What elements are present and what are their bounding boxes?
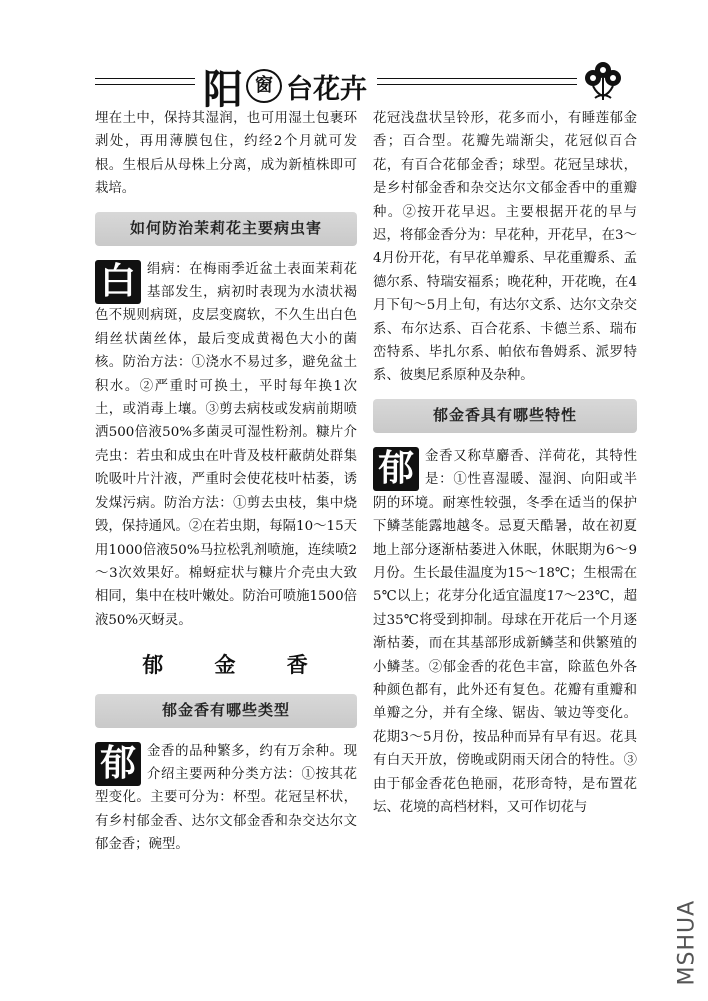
section-banner-tulip-types: 郁金香有哪些类型 — [95, 694, 357, 728]
dropcap: 郁 — [373, 447, 419, 491]
dropcap: 白 — [95, 260, 141, 304]
header-rule-right-lower — [377, 84, 577, 85]
header-title — [203, 58, 367, 114]
section-banner-jasmine-pests: 如何防治茉莉花主要病虫害 — [95, 212, 357, 246]
article-body: 金香又称草麝香、洋荷花，其特性是：①性喜湿暖、湿润、向阳或半阴的环境。耐寒性较强，冬季在适当的保护下鳞茎能露地越冬。忌夏天酷暑，故在初夏地上部分逐渐枯萎进入休眠，休眠期为6～9月份。生长最佳温度为15～18℃；生根需在5℃以上；花芽分化适宜温度17～23℃，超过35℃将受到抑制。母球在开花后一个月逐渐枯萎，而在其基部形成新鳞茎和供繁殖的小鳞茎。②郁金香的花色丰富，除蓝色外各种颜色都有，此外还有复色。花瓣有重瓣和单瓣之分，并有全缘、锯齿、皱边等变化。花期3～5月份，按品种而异有早有迟。花具有白天开放，傍晚或阴雨天闭合的特性。③由于郁金香花色艳丽，花形奇特，是布置花坛、花境的高档材料，又可作切花与 — [373, 448, 637, 815]
header-rule-left-lower — [95, 84, 195, 85]
intro-paragraph: 埋在土中，保持其湿润，也可用湿土包裹环剥处，再用薄膜包住，约经2个月就可发根。生根后从母株上分离，成为新植株即可栽培。 — [95, 111, 357, 197]
section-banner-tulip-traits: 郁金香具有哪些特性 — [373, 399, 637, 433]
header-title-window-char: 窗 — [246, 69, 282, 103]
watermark-text: MSHUA — [674, 899, 700, 986]
header-rule-right — [377, 78, 577, 79]
article-body: 金香的品种繁多，约有万余种。现介绍主要两种分类方法：①按其花型变化。主要可分为：杯型。花冠呈杯状，有乡村郁金香、达尔文郁金香和杂交达尔文郁金香；碗型。 — [95, 743, 357, 853]
header-title-main: 阳 — [203, 66, 242, 113]
article-tulip-types — [95, 740, 357, 857]
right-column — [373, 107, 637, 819]
watermark — [672, 898, 700, 988]
header-rule-left — [95, 78, 195, 79]
page-header — [95, 58, 655, 114]
three-flower-ornament-icon — [581, 60, 625, 104]
section-title-tulip: 郁 金 香 — [142, 653, 330, 678]
article-jasmine-pests — [95, 258, 357, 633]
header-title-rest: 台花卉 — [286, 73, 367, 105]
left-column — [95, 107, 357, 857]
dropcap: 郁 — [95, 742, 141, 786]
article-body: 绢病：在梅雨季近盆土表面茉莉花基部发生，病初时表现为水渍状褐色不规则病斑，皮层变腐软，不久生出白色绢丝状菌丝体，最后变成黄褐色大小的菌核。防治方法：①浇水不易过多，避免盆土积水。②严重时可换土，平时每年换1次土，或消毒上壤。③剪去病枝或发病前期喷洒500倍液50%多菌灵可湿性粉剂。糠片介壳虫：若虫和成虫在叶背及枝杆蔽荫处群集吮吸叶片汁液，严重时会使花枝叶枯萎，诱发煤污病。防治方法：①剪去虫枝，集中烧毁，保持通风。②在若虫期，每隔10～15天用1000倍液50%马拉松乳剂喷施，连续喷2～3次效果好。棉蚜症状与糠片介壳虫大致相同，集中在枝叶嫩处。防治可喷施1500倍液50%灭蚜灵。 — [95, 261, 357, 628]
article-tulip-traits — [373, 445, 637, 820]
continuation-paragraph: 花冠浅盘状呈铃形，花多而小，有睡莲郁金香；百合型。花瓣先端渐尖，花冠似百合花，有百合花郁金香；球型。花冠呈球状，是乡村郁金香和杂交达尔文郁金香中的重瓣种。②按开花早迟。主要根据开花的早与迟，将郁金香分为：早花种，开花早，在3～4月份开花，有早花单瓣系、早花重瓣系、孟德尔系、特瑞安福系；晚花种，开花晚，在4月下旬～5月上旬，有达尔文系、达尔文杂交系、布尔达系、百合花系、卡德兰系、瑞布峦特系、毕扎尔系、帕依布鲁姆系、派罗特系、彼奥尼系原种及杂种。 — [373, 111, 637, 384]
